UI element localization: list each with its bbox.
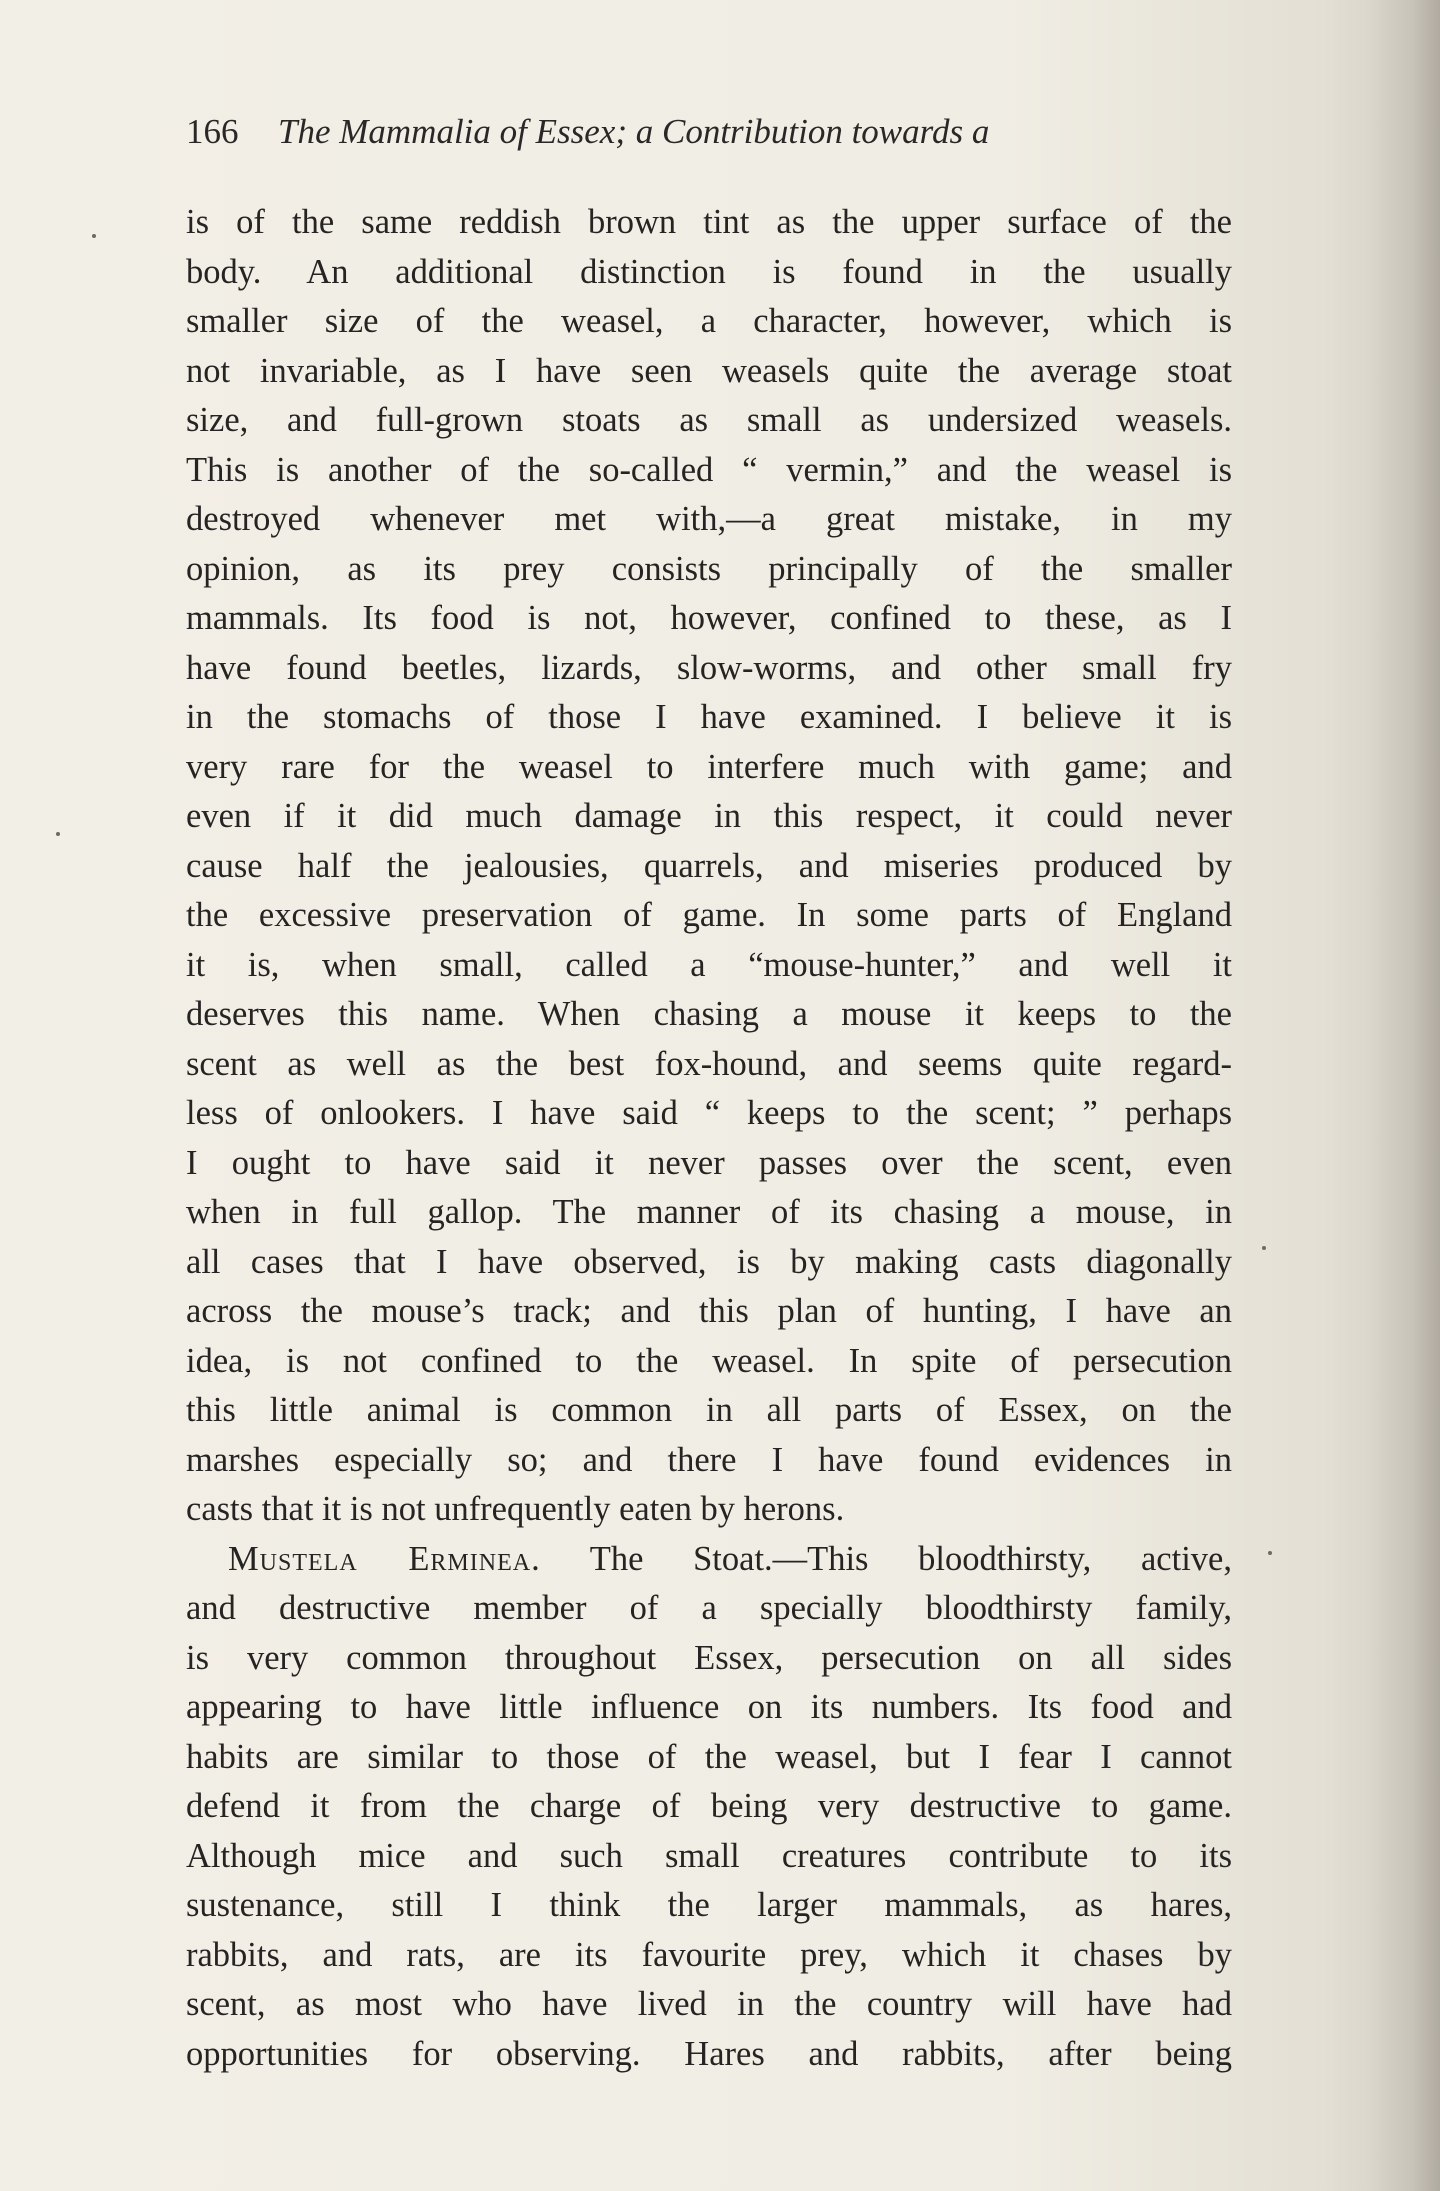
text-line: across the mouse’s track; and this plan of hunting, I have an [186, 1292, 1232, 1330]
text-line: Although mice and such small creatures contribute to its [186, 1836, 1232, 1875]
text-line: not invariable, as I have seen weasels quite the average stoat [186, 351, 1232, 390]
text-line: and destructive member of a specially bloodthirsty family, [186, 1589, 1232, 1627]
text-line: very rare for the weasel to interfere much with game; and [186, 747, 1232, 786]
text-line: casts that it is not unfrequently eaten by herons. [186, 1490, 845, 1528]
text-line: scent as well as the best fox-hound, and seems quite regard- [186, 1044, 1232, 1083]
text-line: destroyed whenever met with,—a great mistake, in my [186, 500, 1232, 538]
paper-speck [92, 234, 96, 238]
paper-speck [56, 832, 60, 836]
text-line: This is another of the so-called “ vermin,” and the weasel is [186, 450, 1232, 489]
text-line: idea, is not confined to the weasel. In spite of persecution [186, 1341, 1232, 1380]
text-line: opportunities for observing. Hares and rabbits, after being [186, 2034, 1232, 2073]
text-line: even if it did much damage in this respect, it could never [186, 797, 1232, 835]
text-line: in the stomachs of those I have examined. I believe it is [186, 698, 1232, 736]
text-line: defend it from the charge of being very destructive to game. [186, 1787, 1232, 1825]
species-heading: Mustela Erminea. [228, 1539, 541, 1578]
text-line: body. An additional distinction is found in the usually [186, 252, 1232, 291]
text-line: the excessive preservation of game. In some parts of England [186, 896, 1232, 934]
stoat-intro: The Stoat.—This bloodthirsty, active, [589, 1539, 1232, 1578]
text-line: have found beetles, lizards, slow-worms, and other small fry [186, 648, 1232, 687]
text-line: opinion, as its prey consists principally of the smaller [186, 549, 1232, 588]
text-line: scent, as most who have lived in the country will have had [186, 1985, 1232, 2023]
text-line: mammals. Its food is not, however, confined to these, as I [186, 599, 1232, 637]
text-line: this little animal is common in all parts of Essex, on the [186, 1391, 1232, 1429]
paper-speck [1268, 1551, 1272, 1555]
text-line: is very common throughout Essex, persecution on all sides [186, 1638, 1232, 1677]
page-gutter-shadow [1370, 0, 1440, 2191]
text-line: sustenance, still I think the larger mammals, as hares, [186, 1886, 1232, 1924]
running-head [186, 112, 1286, 162]
text-line: habits are similar to those of the weasel, but I fear I cannot [186, 1737, 1232, 1776]
text-line: marshes especially so; and there I have found evidences in [186, 1440, 1232, 1479]
text-line: all cases that I have observed, is by making casts diagonally [186, 1242, 1232, 1281]
text-line: less of onlookers. I have said “ keeps to the scent; ” perhaps [186, 1094, 1232, 1132]
text-line: I ought to have said it never passes over the scent, even [186, 1143, 1232, 1182]
text-line: deserves this name. When chasing a mouse it keeps to the [186, 995, 1232, 1033]
body-text [186, 198, 1232, 2079]
page-number: 166 [186, 112, 239, 151]
text-line: when in full gallop. The manner of its chasing a mouse, in [186, 1193, 1232, 1231]
text-line: rabbits, and rats, are its favourite prey, which it chases by [186, 1935, 1232, 1974]
text-line: it is, when small, called a “mouse-hunter,” and well it [186, 945, 1232, 984]
running-title: The Mammalia of Essex; a Contribution towards a [278, 112, 990, 151]
text-line: size, and full-grown stoats as small as undersized weasels. [186, 401, 1232, 439]
text-line: is of the same reddish brown tint as the upper surface of the [186, 203, 1232, 241]
stoat-paragraph-first-line [186, 1535, 1232, 1585]
paper-speck [1262, 1246, 1266, 1250]
text-line: cause half the jealousies, quarrels, and miseries produced by [186, 846, 1232, 885]
text-line: smaller size of the weasel, a character, however, which is [186, 302, 1232, 340]
text-line: appearing to have little influence on its numbers. Its food and [186, 1688, 1232, 1726]
